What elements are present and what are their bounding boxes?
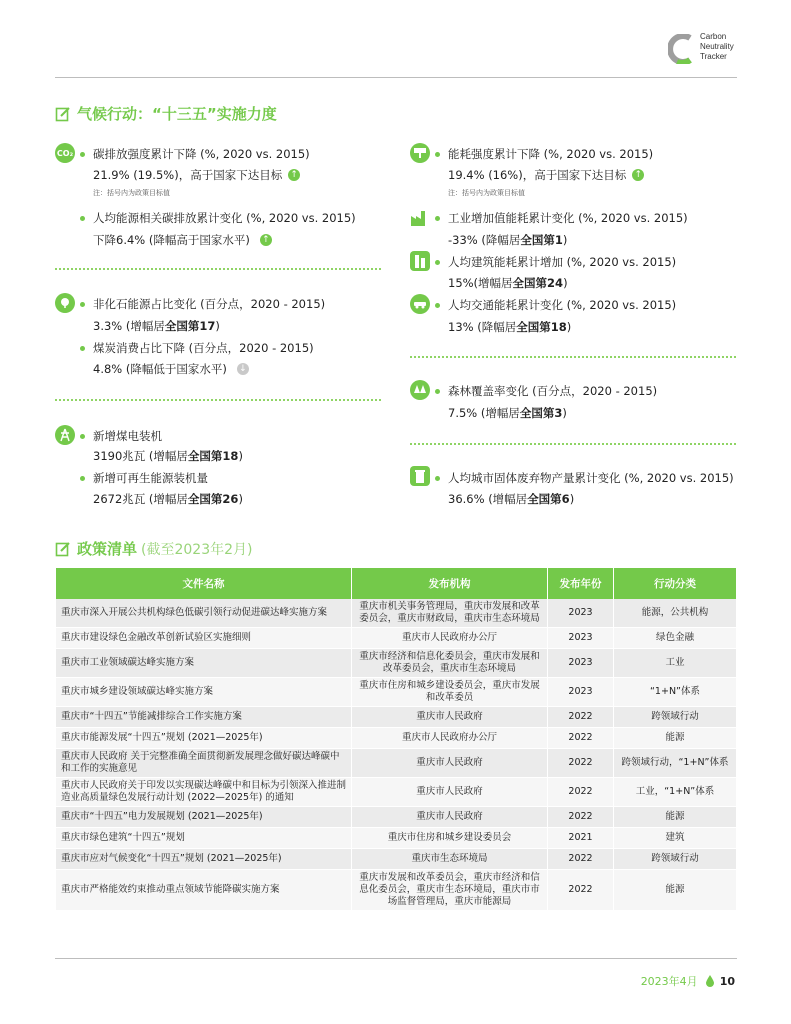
arrow-up-icon: ↑ bbox=[632, 169, 644, 181]
energy-intensity-value: 19.4% (16%)，高于国家下达目标 ↑ bbox=[448, 167, 644, 183]
car-icon bbox=[410, 294, 430, 314]
cell-category: 能源 bbox=[614, 728, 737, 749]
coal-power-value: 3190兆瓦 (增幅居 全国第18 ) bbox=[93, 449, 243, 463]
cell-document-name: 重庆市工业领域碳达峰实施方案 bbox=[56, 649, 352, 678]
header-divider bbox=[55, 77, 737, 78]
cell-issuer: 重庆市发展和改革委员会，重庆市经济和信息化委员会，重庆市生态环境局，重庆市市场监督管理局，重庆市能源局 bbox=[352, 870, 548, 911]
section-title-climate-action bbox=[55, 103, 277, 124]
cell-year: 2022 bbox=[548, 749, 614, 778]
section2-title-text: 政策清单 bbox=[77, 540, 138, 558]
cell-year: 2023 bbox=[548, 599, 614, 628]
cell-issuer: 重庆市机关事务管理局，重庆市发展和改革委员会，重庆市财政局，重庆市生态环境局 bbox=[352, 599, 548, 628]
table-row bbox=[56, 749, 737, 778]
energy-intensity-label: 能耗强度累计下降 (%, 2020 vs. 2015) bbox=[435, 146, 653, 162]
cell-category: 能源 bbox=[614, 807, 737, 828]
cell-issuer: 重庆市人民政府办公厅 bbox=[352, 728, 548, 749]
cell-category: 能源 bbox=[614, 870, 737, 911]
section-divider bbox=[410, 443, 736, 445]
table-row bbox=[56, 870, 737, 911]
forest-icon bbox=[410, 380, 430, 400]
cell-document-name: 重庆市建设绿色金融改革创新试验区实施细则 bbox=[56, 628, 352, 649]
column-header-category: 行动分类 bbox=[614, 568, 737, 599]
section-divider bbox=[410, 356, 736, 358]
transport-energy-label: 人均交通能耗累计变化 (%, 2020 vs. 2015) bbox=[435, 297, 676, 313]
cell-document-name: 重庆市绿色建筑“十四五”规划 bbox=[56, 828, 352, 849]
transport-energy-value: 13% (降幅居 全国第18 ) bbox=[448, 320, 572, 334]
table-row bbox=[56, 678, 737, 707]
cell-document-name: 重庆市人民政府关于印发以实现碳达峰碳中和目标为引领深入推进制造业高质量绿色发展行动计划 (2022—2025年) 的通知 bbox=[56, 778, 352, 807]
cell-issuer: 重庆市生态环境局 bbox=[352, 849, 548, 870]
section-divider bbox=[55, 399, 381, 401]
cell-document-name: 重庆市“十四五”节能减排综合工作实施方案 bbox=[56, 707, 352, 728]
cell-issuer: 重庆市人民政府 bbox=[352, 707, 548, 728]
table-row bbox=[56, 828, 737, 849]
co2-icon: CO₂ bbox=[55, 143, 75, 163]
cell-document-name: 重庆市城乡建设领域碳达峰实施方案 bbox=[56, 678, 352, 707]
section-divider bbox=[55, 268, 381, 270]
table-row bbox=[56, 728, 737, 749]
table-row bbox=[56, 849, 737, 870]
cell-category: “1+N”体系 bbox=[614, 678, 737, 707]
forest-coverage-label: 森林覆盖率变化 (百分点，2020 - 2015) bbox=[435, 383, 657, 399]
arrow-up-icon: ↑ bbox=[260, 234, 272, 246]
cell-category: 能源，公共机构 bbox=[614, 599, 737, 628]
tree-icon bbox=[55, 293, 75, 313]
coal-share-value: 4.8% (降幅低于国家水平) ↓ bbox=[93, 361, 249, 377]
page-number: 10 bbox=[719, 974, 735, 988]
table-row bbox=[56, 778, 737, 807]
cell-year: 2023 bbox=[548, 678, 614, 707]
cell-document-name: 重庆市应对气候变化“十四五”规划 (2021—2025年) bbox=[56, 849, 352, 870]
table-row bbox=[56, 649, 737, 678]
carbon-intensity-value: 21.9% (19.5%)，高于国家下达目标 ↑ bbox=[93, 167, 300, 183]
nonfossil-label: 非化石能源占比变化 (百分点，2020 - 2015) bbox=[80, 296, 325, 312]
per-capita-carbon-label: 人均能源相关碳排放累计变化 (%, 2020 vs. 2015) bbox=[80, 210, 356, 226]
footer-divider bbox=[55, 958, 737, 959]
cell-category: 跨领域行动 bbox=[614, 707, 737, 728]
building-energy-value: 15%(增幅居 全国第24 ) bbox=[448, 276, 568, 290]
column-header-year: 发布年份 bbox=[548, 568, 614, 599]
cell-issuer: 重庆市人民政府办公厅 bbox=[352, 628, 548, 649]
table-row bbox=[56, 807, 737, 828]
cell-issuer: 重庆市人民政府 bbox=[352, 749, 548, 778]
forest-coverage-value: 7.5% (增幅居 全国第3 ) bbox=[448, 406, 567, 420]
policy-table bbox=[56, 568, 737, 911]
cell-issuer: 重庆市人民政府 bbox=[352, 778, 548, 807]
nonfossil-value: 3.3% (增幅居 全国第17 ) bbox=[93, 319, 220, 333]
leaf-drop-icon bbox=[706, 975, 714, 987]
cell-issuer: 重庆市住房和城乡建设委员会，重庆市发展和改革委员 bbox=[352, 678, 548, 707]
carbon-intensity-note: 注：括号内为政策目标值 bbox=[93, 189, 170, 197]
logo-text: Carbon Neutrality Tracker bbox=[700, 32, 734, 61]
cell-document-name: 重庆市人民政府 关于完整准确全面贯彻新发展理念做好碳达峰碳中和工作的实施意见 bbox=[56, 749, 352, 778]
renewable-capacity-label: 新增可再生能源装机量 bbox=[80, 470, 208, 486]
energy-intensity-note: 注：括号内为政策目标值 bbox=[448, 189, 525, 197]
cell-year: 2022 bbox=[548, 707, 614, 728]
cell-year: 2023 bbox=[548, 628, 614, 649]
table-row bbox=[56, 628, 737, 649]
table-header-row bbox=[56, 568, 737, 599]
cell-year: 2022 bbox=[548, 728, 614, 749]
renewable-capacity-value: 2672兆瓦 (增幅居 全国第26 ) bbox=[93, 492, 243, 506]
building-energy-label: 人均建筑能耗累计增加 (%, 2020 vs. 2015) bbox=[435, 254, 676, 270]
cell-category: 工业 bbox=[614, 649, 737, 678]
cell-year: 2022 bbox=[548, 778, 614, 807]
carbon-intensity-label: 碳排放强度累计下降 (%, 2020 vs. 2015) bbox=[80, 146, 310, 162]
cell-document-name: 重庆市深入开展公共机构绿色低碳引领行动促进碳达峰实施方案 bbox=[56, 599, 352, 628]
table-row bbox=[56, 599, 737, 628]
cell-year: 2021 bbox=[548, 828, 614, 849]
table-row bbox=[56, 707, 737, 728]
column-header-issuer: 发布机构 bbox=[352, 568, 548, 599]
industry-energy-label: 工业增加值能耗累计变化 (%, 2020 vs. 2015) bbox=[435, 210, 688, 226]
cell-category: 跨领域行动 bbox=[614, 849, 737, 870]
cell-year: 2022 bbox=[548, 849, 614, 870]
cell-year: 2022 bbox=[548, 807, 614, 828]
column-header-document: 文件名称 bbox=[56, 568, 352, 599]
cell-year: 2022 bbox=[548, 870, 614, 911]
cell-category: 绿色金融 bbox=[614, 628, 737, 649]
cell-category: 工业，“1+N”体系 bbox=[614, 778, 737, 807]
section2-subtitle: (截至2023年2月) bbox=[141, 541, 253, 558]
coal-power-label: 新增煤电装机 bbox=[80, 428, 162, 444]
factory-icon bbox=[410, 207, 430, 227]
logo-c-icon bbox=[668, 34, 694, 64]
carbon-neutrality-tracker-logo bbox=[668, 32, 778, 66]
policy-table-body bbox=[56, 599, 737, 911]
cell-category: 建筑 bbox=[614, 828, 737, 849]
cell-issuer: 重庆市人民政府 bbox=[352, 807, 548, 828]
cell-document-name: 重庆市严格能效约束推动重点领域节能降碳实施方案 bbox=[56, 870, 352, 911]
coal-share-label: 煤炭消费占比下降 (百分点，2020 - 2015) bbox=[80, 340, 314, 356]
cell-year: 2023 bbox=[548, 649, 614, 678]
edit-icon bbox=[55, 106, 71, 122]
footer-date: 2023年4月 bbox=[640, 975, 698, 988]
solid-waste-label: 人均城市固体废弃物产量累计变化 (%, 2020 vs. 2015) bbox=[435, 470, 734, 486]
building-icon bbox=[410, 251, 430, 271]
solid-waste-value: 36.6% (增幅居 全国第6 ) bbox=[448, 492, 575, 506]
trash-bin-icon bbox=[410, 466, 430, 486]
cell-issuer: 重庆市经济和信息化委员会，重庆市发展和改革委员会，重庆市生态环境局 bbox=[352, 649, 548, 678]
arrow-down-icon: ↓ bbox=[237, 363, 249, 375]
footer bbox=[641, 973, 735, 989]
power-tower-icon bbox=[55, 425, 75, 445]
lamp-icon bbox=[410, 143, 430, 163]
per-capita-carbon-value: 下降6.4% (降幅高于国家水平) ↑ bbox=[93, 232, 272, 248]
section-title-policy-list bbox=[55, 538, 252, 559]
arrow-up-icon: ↑ bbox=[288, 169, 300, 181]
cell-category: 跨领域行动，“1+N”体系 bbox=[614, 749, 737, 778]
cell-issuer: 重庆市住房和城乡建设委员会 bbox=[352, 828, 548, 849]
cell-document-name: 重庆市“十四五”电力发展规划 (2021—2025年) bbox=[56, 807, 352, 828]
industry-energy-value: -33% (降幅居 全国第1 ) bbox=[448, 233, 568, 247]
edit-icon bbox=[55, 541, 71, 557]
section1-title-text: 气候行动：“十三五”实施力度 bbox=[77, 105, 277, 123]
cell-document-name: 重庆市能源发展“十四五”规划 (2021—2025年) bbox=[56, 728, 352, 749]
